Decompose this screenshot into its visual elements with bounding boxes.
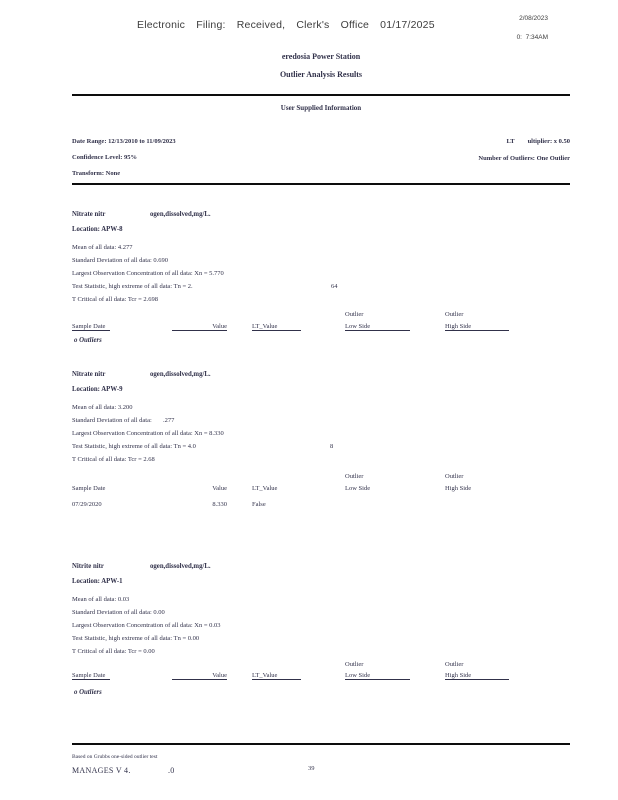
analyte-pre: Nitrate nitr: [72, 371, 106, 378]
analysis-section-apw9: [72, 371, 570, 523]
divider-footer: [72, 743, 570, 745]
stat-t-critical: T Critical of all data: Tcr = 2.68: [72, 456, 155, 463]
col-low-side: Low Side: [345, 672, 410, 680]
col-lt-value: LT_Value: [252, 672, 301, 680]
report-title: Outlier Analysis Results: [279, 70, 363, 79]
footer-app-version: [72, 766, 292, 775]
analysis-section-apw8: [72, 211, 570, 363]
analysis-section-apw1: [72, 563, 570, 715]
col-lt-value: LT_Value: [252, 323, 301, 331]
footer-app-post: .0: [168, 766, 175, 775]
stat-mean: Mean of all data: 4.277: [72, 244, 133, 251]
stat-test-statistic-pre: Test Statistic, high extreme of all data: Tn = 2.: [72, 283, 193, 290]
stat-test-statistic: [72, 443, 570, 456]
col-sample-date: Sample Date: [72, 323, 110, 331]
stat-test-statistic-post: 64: [331, 283, 338, 290]
cell-lt-value: False: [252, 501, 266, 508]
footer-app-pre: MANAGES V 4.: [72, 766, 131, 775]
col-high-side: High Side: [445, 485, 472, 492]
cell-value: 8.330: [212, 501, 227, 508]
outlier-label-low: Outlier: [345, 311, 364, 318]
stamp-time: 0: 7:34AM: [516, 34, 548, 41]
col-low-side: Low Side: [345, 323, 410, 331]
analyte-name: [72, 211, 570, 226]
location-label: Location: APW-9: [72, 386, 123, 393]
lt-multiplier-post: ultiplier: x 0.50: [527, 138, 570, 145]
outliers-count-note: o Outliers: [74, 689, 102, 696]
analyte-post: ogen,dissolved,mg/L.: [150, 563, 211, 570]
stat-test-statistic-pre: Test Statistic, high extreme of all data: Tn = 4.0: [72, 443, 196, 450]
stamp-date: 2/08/2023: [519, 15, 548, 22]
outlier-label-high: Outlier: [445, 473, 464, 480]
stat-largest-obs: Largest Observation Concentration of all data: Xn = 0.03: [72, 622, 221, 629]
statistics-block: [72, 244, 570, 309]
page-number: 39: [308, 765, 315, 772]
stat-stddev: [72, 417, 570, 430]
col-value: Value: [172, 323, 227, 331]
stat-stddev: Standard Deviation of all data: 0.690: [72, 257, 169, 264]
table-header-row: [72, 323, 570, 335]
divider-info: [72, 183, 570, 185]
outlier-label-low: Outlier: [345, 473, 364, 480]
col-sample-date: Sample Date: [72, 672, 110, 680]
stat-stddev-pre: Standard Deviation of all data:: [72, 417, 152, 424]
stat-stddev: Standard Deviation of all data: 0.00: [72, 609, 165, 616]
stat-t-critical: T Critical of all data: Tcr = 2.698: [72, 296, 159, 303]
number-of-outliers: Number of Outliers: One Outlier: [478, 155, 570, 162]
filing-stamp: Electronic Filing: Received, Clerk's Office 01/17/2025: [137, 19, 435, 31]
lt-multiplier: [506, 138, 570, 145]
confidence-level: Confidence Level: 95%: [72, 154, 137, 161]
stat-mean: Mean of all data: 0.03: [72, 596, 130, 603]
col-value: Value: [172, 672, 227, 680]
col-value: Value: [212, 485, 227, 492]
analyte-post: ogen,dissolved,mg/L.: [150, 211, 211, 218]
outlier-label-row: [72, 311, 570, 323]
stat-mean: Mean of all data: 3.200: [72, 404, 133, 411]
stat-stddev-post: .277: [163, 417, 175, 424]
footer-basis-note: Based on Grubbs one-sided outlier test: [72, 754, 158, 760]
stat-test-statistic-post: 8: [330, 443, 334, 450]
stat-t-critical: T Critical of all data: Tcr = 0.00: [72, 648, 155, 655]
outlier-label-row: [72, 473, 570, 485]
analyte-post: ogen,dissolved,mg/L.: [150, 371, 211, 378]
stat-largest-obs: Largest Observation Concentration of all data: Xn = 8.330: [72, 430, 224, 437]
location-label: Location: APW-1: [72, 578, 123, 585]
analyte-name: [72, 371, 570, 386]
col-low-side: Low Side: [345, 485, 371, 492]
table-data-row: [72, 501, 570, 513]
col-lt-value: LT_Value: [252, 485, 278, 492]
col-sample-date: Sample Date: [72, 485, 106, 492]
location-label: Location: APW-8: [72, 226, 123, 233]
outlier-label-high: Outlier: [445, 311, 464, 318]
divider-top: [72, 94, 570, 96]
statistics-block: [72, 404, 570, 469]
stat-largest-obs: Largest Observation Concentration of all data: Xn = 5.770: [72, 270, 224, 277]
col-high-side: High Side: [445, 672, 509, 680]
stat-test-statistic: Test Statistic, high extreme of all data: Tn = 0.00: [72, 635, 200, 642]
statistics-block: [72, 596, 570, 661]
analyte-pre: Nitrate nitr: [72, 211, 106, 218]
outlier-label-low: Outlier: [345, 661, 364, 668]
cell-sample-date: 07/29/2020: [72, 501, 102, 508]
outlier-label-high: Outlier: [445, 661, 464, 668]
date-range: Date Range: 12/13/2010 to 11/09/2023: [72, 138, 176, 145]
analyte-pre: Nitrite nitr: [72, 563, 104, 570]
table-header-row: [72, 485, 570, 497]
lt-multiplier-pre: LT: [506, 138, 515, 145]
stat-test-statistic: [72, 283, 570, 296]
table-header-row: [72, 672, 570, 684]
user-supplied-heading: User Supplied Information: [280, 104, 362, 112]
station-title: eredosia Power Station: [281, 52, 361, 61]
analyte-name: [72, 563, 570, 578]
transform: Transform: None: [72, 170, 121, 177]
col-high-side: High Side: [445, 323, 509, 331]
outliers-count-note: o Outliers: [74, 337, 102, 344]
